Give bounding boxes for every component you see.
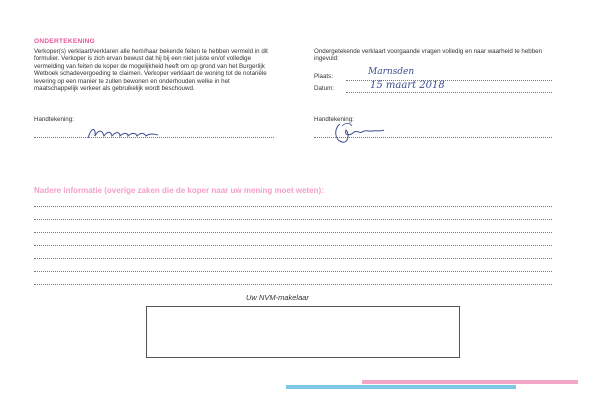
info-line-5 — [34, 258, 552, 259]
seller-statement: Verkoper(s) verklaart/verklaren alle hem/haar bekende feiten te hebben vermeld in dit formulier. Verkoper is zich ervan bewust dat hij bij een niet juiste en/of volledige vermelding van feiten de koper de mogelijkheid heeft om op grond van het Burgerlijk Wetboek schadevergoeding te claimen. Verkoper verklaart de woning tot de notariële levering op een manier te zullen bewonen en onderhouden welke in het maatschappelijk verkeer als gebruikelijk wordt beschouwd. — [34, 48, 268, 93]
place-label: Plaats: — [314, 73, 333, 80]
agent-stamp-box — [146, 306, 460, 358]
info-line-3 — [34, 232, 552, 233]
footer-bar-blue — [286, 385, 516, 389]
further-info-heading: Nadere informatie (overige zaken die de koper naar uw mening moet weten): — [34, 186, 324, 195]
signature-label-seller: Handtekening: — [34, 116, 74, 123]
date-label: Datum: — [314, 85, 334, 92]
info-line-4 — [34, 245, 552, 246]
info-line-1 — [34, 206, 552, 207]
footer-bar-pink — [362, 380, 578, 384]
info-line-2 — [34, 219, 552, 220]
place-handwriting: Marnsden — [368, 67, 415, 77]
date-line — [346, 92, 552, 93]
agent-label: Uw NVM-makelaar — [246, 293, 309, 302]
signer-statement: Ondergetekende verklaart voorgaande vragen volledig en naar waarheid te hebben ingevuld: — [314, 48, 543, 63]
signer-signature — [330, 120, 390, 146]
info-line-6 — [34, 271, 552, 272]
info-line-7 — [34, 284, 552, 285]
section-heading: ONDERTEKENING — [34, 38, 95, 45]
seller-signature — [86, 124, 166, 144]
date-handwriting: 15 maart 2018 — [370, 80, 445, 91]
signature-label-signer: Handtekening: — [314, 116, 354, 123]
